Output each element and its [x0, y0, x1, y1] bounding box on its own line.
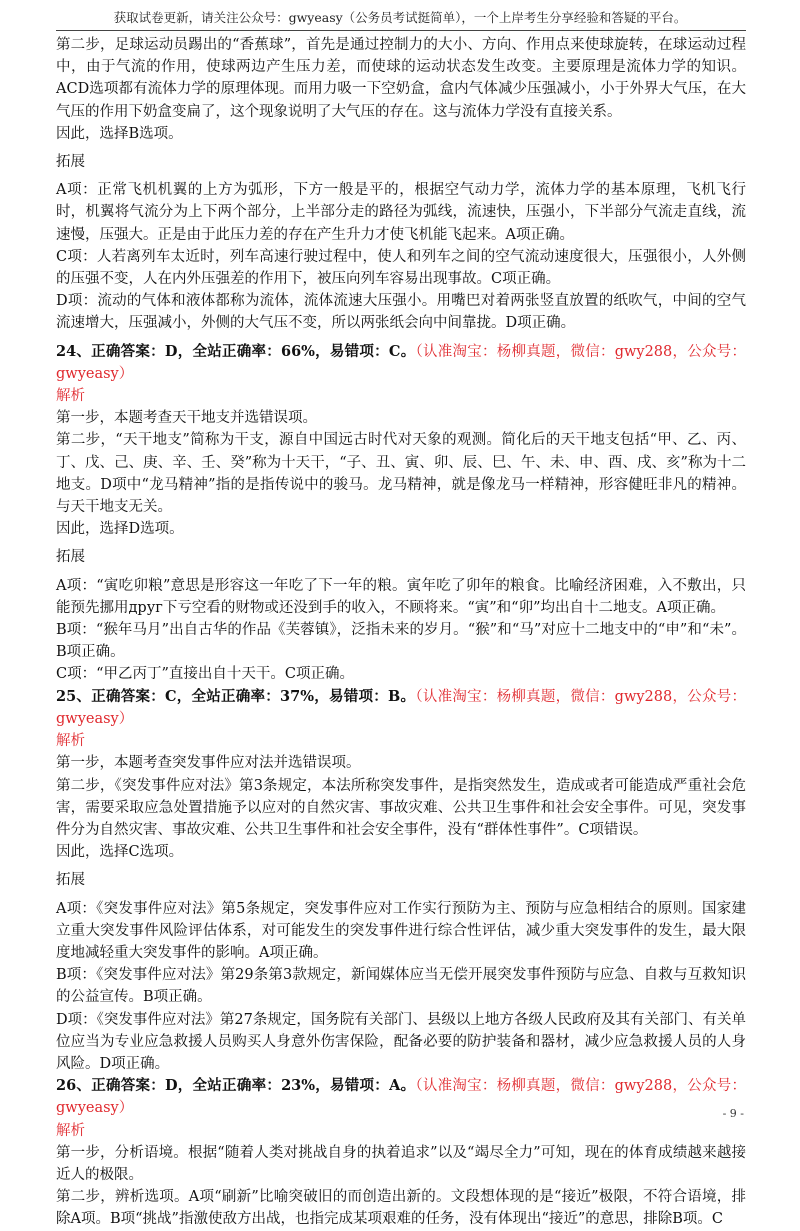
page-header — [0, 8, 800, 26]
q26-step1: 第一步，分析语境。根据“随着人类对挑战自身的执着追求”以及“竭尽全力”可知，现在的体育成绩越来越接近人的极限。 — [56, 1144, 746, 1183]
q25-step1: 第一步，本题考查突发事件应对法并选错误项。 — [56, 755, 361, 772]
q23-conclusion: 因此，选择B选项。 — [56, 125, 183, 142]
q25-tuozhan-label: 拓展 — [56, 872, 85, 889]
q25-option-d: D项：《突发事件应对法》第27条规定，国务院有关部门、县级以上地方各级人民政府及其有关部门、有关单位应当为专业应急救援人员购买人身意外伤害保险，配备必要的防护装备和器材，减少应急救援人员的人身风险。D项正确。 — [56, 1011, 746, 1072]
q23-step2: 第二步，足球运动员踢出的“香蕉球”，首先是通过控制力的大小、方向、作用点来使球旋转，在球运动过程中，由于气流的作用，使球两边产生压力差，而使球的运动状态发生改变。主要原理是流体力学的知识。ACD选项都有流体力学的原理体现。而用力吸一下空奶盒，盒内气体减少压强减小，小于外界大气压，在大气压的作用下奶盒变扁了，这个现象说明了大气压的存在。这与流体力学没有直接关系。 — [56, 37, 746, 120]
q24-option-a: A项：“寅吃卯粮”意思是形容这一年吃了下一年的粮。寅年吃了卯年的粮食。比喻经济困难，入不敷出，只能预先挪用друг下亏空看的财物或还没到手的收入，不顾将来。“寅”和“卯”均出自十二地支。A项正确。 — [56, 577, 746, 616]
q25-conclusion: 因此，选择C选项。 — [56, 844, 184, 861]
q24-tuozhan-label: 拓展 — [56, 549, 85, 566]
header-divider — [56, 30, 746, 31]
q24-answer: 24、正确答案：D，全站正确率：66%，易错项：C。 — [56, 342, 416, 360]
q25-answer: 25、正确答案：C，全站正确率：37%，易错项：B。 — [56, 687, 416, 705]
q26-step2: 第二步，辨析选项。A项“刷新”比喻突破旧的而创造出新的。文段想体现的是“接近”极限，不符合语境，排除A项。B项“挑战”指激使敌方出战，也指完成某项艰难的任务，没有体现出“接近”的意思，排除B项。C — [56, 1189, 746, 1228]
q24-step1: 第一步，本题考查天干地支并选错误项。 — [56, 410, 317, 427]
q26-promo: （认准淘宝：杨柳真题，微信：gwy288，公众号：gwyeasy） — [56, 1078, 746, 1117]
q24-answer-line — [56, 341, 746, 385]
q23-option-c: C项：人若离列车太近时，列车高速行驶过程中，使人和列车之间的空气流动速度很大，压强很小，人外侧的压强不变，人在内外压强差的作用下，被压向列车容易出现事故。C项正确。 — [56, 248, 746, 288]
q26-answer-line — [56, 1075, 746, 1119]
q24-step2: 第二步，“天干地支”简称为干支，源自中国远古时代对天象的观测。简化后的天干地支包括“甲、乙、丙、丁、戊、己、庚、辛、壬、癸”称为十天干，“子、丑、寅、卯、辰、巳、午、未、申、酉、戌、亥”称为十二地支。D项中“龙马精神”指的是指传说中的骏马。龙马精神，就是像龙马一样精神，形容健旺非凡的精神。与天干地支无关。 — [56, 432, 746, 516]
q24-jiexi-label: 解析 — [56, 388, 85, 405]
q25-option-a: A项：《突发事件应对法》第5条规定，突发事件应对工作实行预防为主、预防与应急相结合的原则。国家建立重大突发事件风险评估体系，对可能发生的突发事件进行综合性评估，减少重大突发事件的发生，最大限度地减轻重大突发事件的影响。A项正确。 — [56, 900, 746, 961]
q25-step2: 第二步，《突发事件应对法》第3条规定，本法所称突发事件，是指突然发生，造成或者可能造成严重社会危害，需要采取应急处置措施予以应对的自然灾害、事故灾难、公共卫生事件和社会安全事件。可见，突发事件分为自然灾害、事故灾难、公共卫生事件和社会安全事件，没有“群体性事件”。C项错误。 — [56, 777, 746, 838]
q26-answer: 26、正确答案：D，全站正确率：23%，易错项：A。 — [56, 1077, 416, 1095]
q25-promo: （认准淘宝：杨柳真题，微信：gwy288，公众号：gwyeasy） — [56, 688, 747, 727]
page-content — [56, 34, 746, 1231]
q24-conclusion: 因此，选择D选项。 — [56, 521, 184, 538]
q25-answer-line — [56, 686, 746, 730]
q25-jiexi-label: 解析 — [56, 733, 85, 750]
header-text: 获取试卷更新，请关注公众号：gwyeasy（公务员考试挺简单），一个上岸考生分享经验和答疑的平台。 — [113, 10, 687, 25]
q23-option-d: D项：流动的气体和液体都称为流体，流体流速大压强小。用嘴巴对着两张竖直放置的纸吹气，中间的空气流速增大，压强减小，外侧的大气压不变，所以两张纸会向中间靠拢。D项正确。 — [56, 293, 746, 332]
q25-option-b: B项：《突发事件应对法》第29条第3款规定，新闻媒体应当无偿开展突发事件预防与应急、自救与互救知识的公益宣传。B项正确。 — [56, 967, 746, 1006]
q24-promo: （认准淘宝：杨柳真题，微信：gwy288，公众号：gwyeasy） — [56, 343, 746, 382]
page-number: - 9 - — [722, 1107, 744, 1120]
q24-option-b: B项：“猴年马月”出自古华的作品《芙蓉镇》，泛指未来的岁月。“猴”和“马”对应十二地支中的“申”和“未”。B项正确。 — [56, 622, 746, 661]
q23-option-a: A项：正常飞机机翼的上方为弧形，下方一般是平的，根据空气动力学，流体力学的基本原理，飞机飞行时，机翼将气流分为上下两个部分，上半部分走的路径为弧线，流速快，压强小，下半部分气流走直线，流速慢，压强大。正是由于此压力差的存在产生升力才使飞机能飞起来。A项正确。 — [56, 182, 746, 243]
q26-jiexi-label: 解析 — [56, 1122, 85, 1139]
q24-option-c: C项：“甲乙丙丁”直接出自十天干。C项正确。 — [56, 666, 355, 683]
q23-tuozhan-label: 拓展 — [56, 154, 85, 171]
